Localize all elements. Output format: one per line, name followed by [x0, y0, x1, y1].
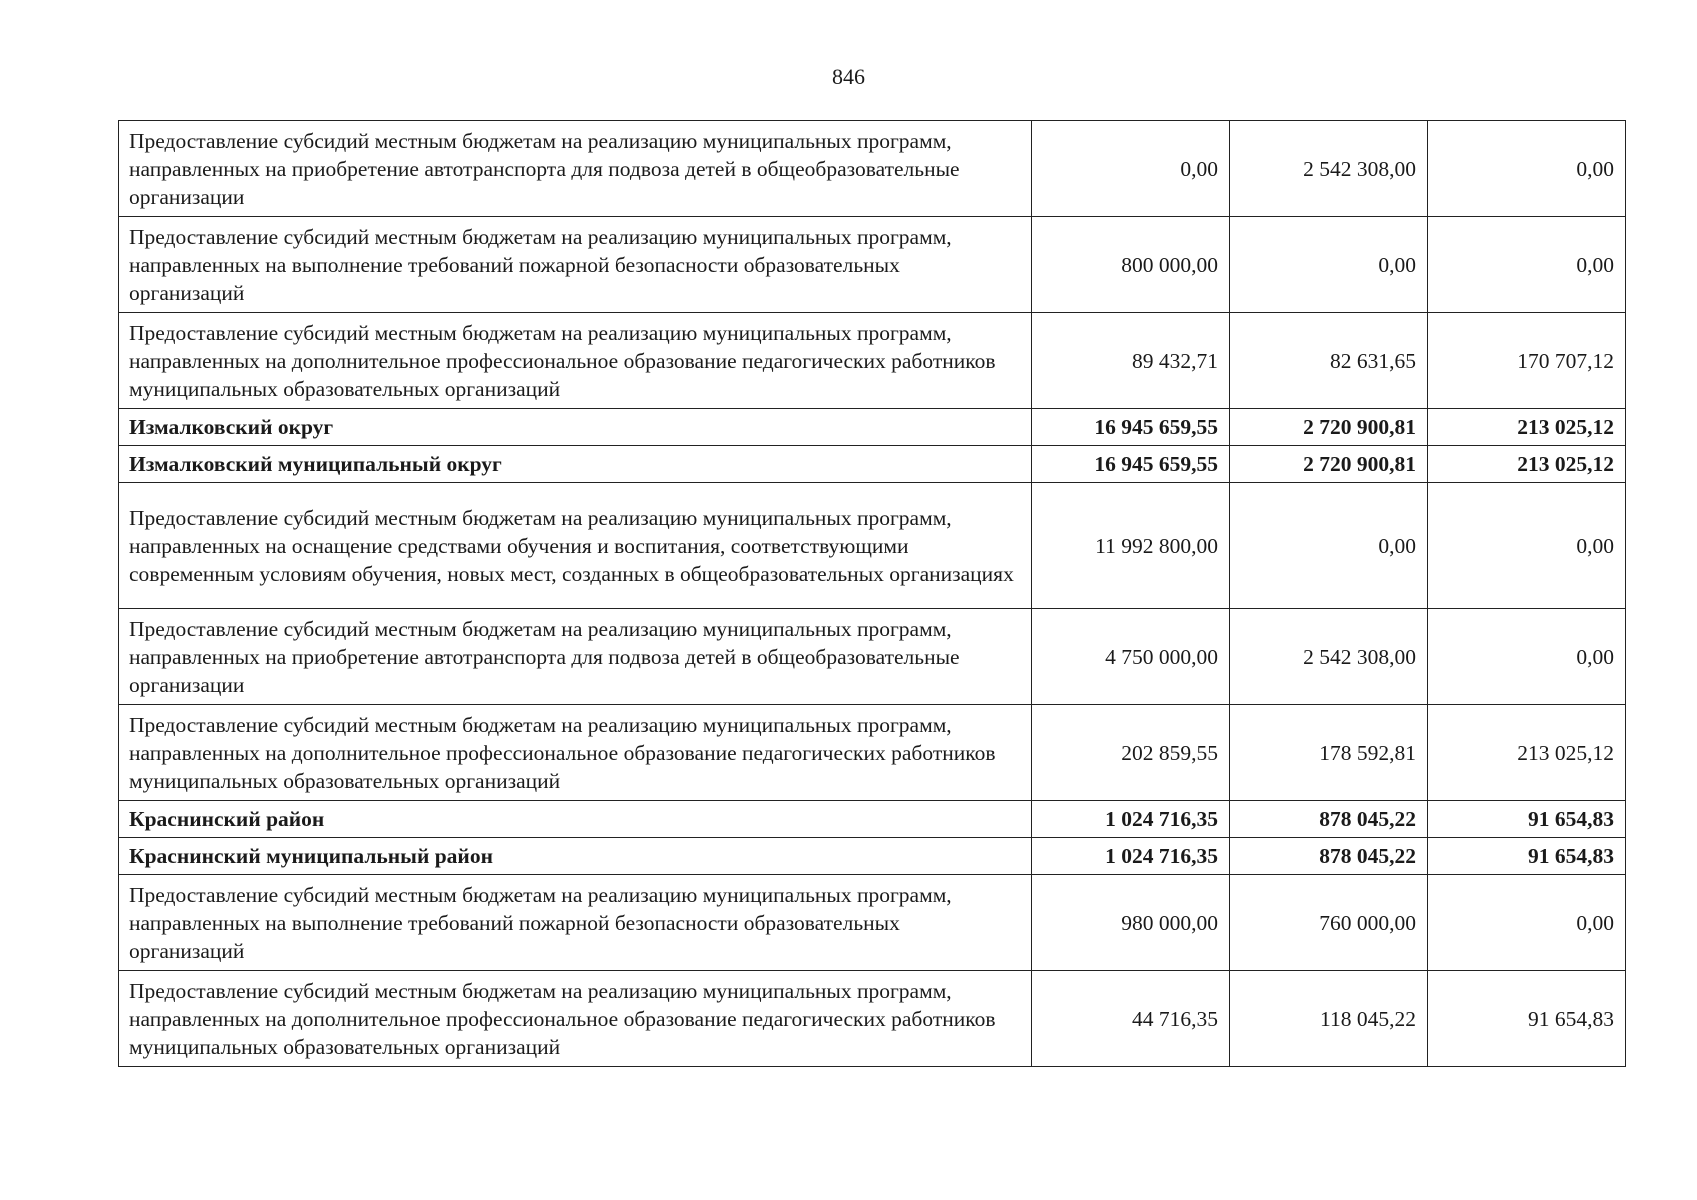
- row-value-1: 4 750 000,00: [1032, 609, 1230, 705]
- municipality-value-3: 91 654,83: [1428, 838, 1626, 875]
- row-value-2: 118 045,22: [1230, 971, 1428, 1067]
- municipality-value-2: 2 720 900,81: [1230, 446, 1428, 483]
- row-value-1: 980 000,00: [1032, 875, 1230, 971]
- table-row: [119, 875, 1626, 971]
- table-row: [119, 217, 1626, 313]
- row-value-1: 11 992 800,00: [1032, 483, 1230, 609]
- row-value-3: 0,00: [1428, 609, 1626, 705]
- district-total-row: [119, 409, 1626, 446]
- municipality-total-row: [119, 838, 1626, 875]
- row-value-3: 0,00: [1428, 217, 1626, 313]
- row-value-2: 82 631,65: [1230, 313, 1428, 409]
- row-value-3: 0,00: [1428, 483, 1626, 609]
- row-value-1: 44 716,35: [1032, 971, 1230, 1067]
- row-value-2: 0,00: [1230, 217, 1428, 313]
- row-value-1: 202 859,55: [1032, 705, 1230, 801]
- district-value-2: 2 720 900,81: [1230, 409, 1428, 446]
- table-row: [119, 971, 1626, 1067]
- row-description: Предоставление субсидий местным бюджетам на реализацию муниципальных программ, направленных на выполнение требований пожарной безопасности образовательных организаций: [119, 217, 1032, 313]
- row-description: Предоставление субсидий местным бюджетам на реализацию муниципальных программ, направленных на оснащение средствами обучения и воспитания, соответствующими современным условиям обучения, новых мест, созданных в общеобразовательных организациях: [119, 483, 1032, 609]
- municipality-value-2: 878 045,22: [1230, 838, 1428, 875]
- row-value-2: 760 000,00: [1230, 875, 1428, 971]
- table-row: [119, 705, 1626, 801]
- district-value-1: 16 945 659,55: [1032, 409, 1230, 446]
- budget-table: [118, 120, 1626, 1067]
- table-row: [119, 609, 1626, 705]
- row-value-1: 800 000,00: [1032, 217, 1230, 313]
- district-total-row: [119, 801, 1626, 838]
- row-value-2: 2 542 308,00: [1230, 609, 1428, 705]
- table-row: [119, 121, 1626, 217]
- row-description: Предоставление субсидий местным бюджетам на реализацию муниципальных программ, направленных на приобретение автотранспорта для подвоза детей в общеобразовательные организации: [119, 121, 1032, 217]
- row-description: Предоставление субсидий местным бюджетам на реализацию муниципальных программ, направленных на выполнение требований пожарной безопасности образовательных организаций: [119, 875, 1032, 971]
- municipality-total-row: [119, 446, 1626, 483]
- district-value-3: 91 654,83: [1428, 801, 1626, 838]
- row-description: Предоставление субсидий местным бюджетам на реализацию муниципальных программ, направленных на дополнительное профессиональное образование педагогических работников муниципальных образовательных организаций: [119, 705, 1032, 801]
- table-row: [119, 313, 1626, 409]
- row-value-3: 91 654,83: [1428, 971, 1626, 1067]
- table-row: [119, 483, 1626, 609]
- district-value-2: 878 045,22: [1230, 801, 1428, 838]
- row-value-3: 170 707,12: [1428, 313, 1626, 409]
- row-value-3: 213 025,12: [1428, 705, 1626, 801]
- district-value-1: 1 024 716,35: [1032, 801, 1230, 838]
- district-value-3: 213 025,12: [1428, 409, 1626, 446]
- row-description: Предоставление субсидий местным бюджетам на реализацию муниципальных программ, направленных на приобретение автотранспорта для подвоза детей в общеобразовательные организации: [119, 609, 1032, 705]
- row-value-2: 2 542 308,00: [1230, 121, 1428, 217]
- district-name: Измалковский округ: [119, 409, 1032, 446]
- row-value-1: 0,00: [1032, 121, 1230, 217]
- row-value-3: 0,00: [1428, 121, 1626, 217]
- row-description: Предоставление субсидий местным бюджетам на реализацию муниципальных программ, направленных на дополнительное профессиональное образование педагогических работников муниципальных образовательных организаций: [119, 313, 1032, 409]
- row-value-2: 178 592,81: [1230, 705, 1428, 801]
- row-value-1: 89 432,71: [1032, 313, 1230, 409]
- municipality-name: Измалковский муниципальный округ: [119, 446, 1032, 483]
- row-value-2: 0,00: [1230, 483, 1428, 609]
- municipality-value-1: 16 945 659,55: [1032, 446, 1230, 483]
- municipality-name: Краснинский муниципальный район: [119, 838, 1032, 875]
- district-name: Краснинский район: [119, 801, 1032, 838]
- row-description: Предоставление субсидий местным бюджетам на реализацию муниципальных программ, направленных на дополнительное профессиональное образование педагогических работников муниципальных образовательных организаций: [119, 971, 1032, 1067]
- row-value-3: 0,00: [1428, 875, 1626, 971]
- page-number: 846: [832, 64, 865, 89]
- municipality-value-1: 1 024 716,35: [1032, 838, 1230, 875]
- municipality-value-3: 213 025,12: [1428, 446, 1626, 483]
